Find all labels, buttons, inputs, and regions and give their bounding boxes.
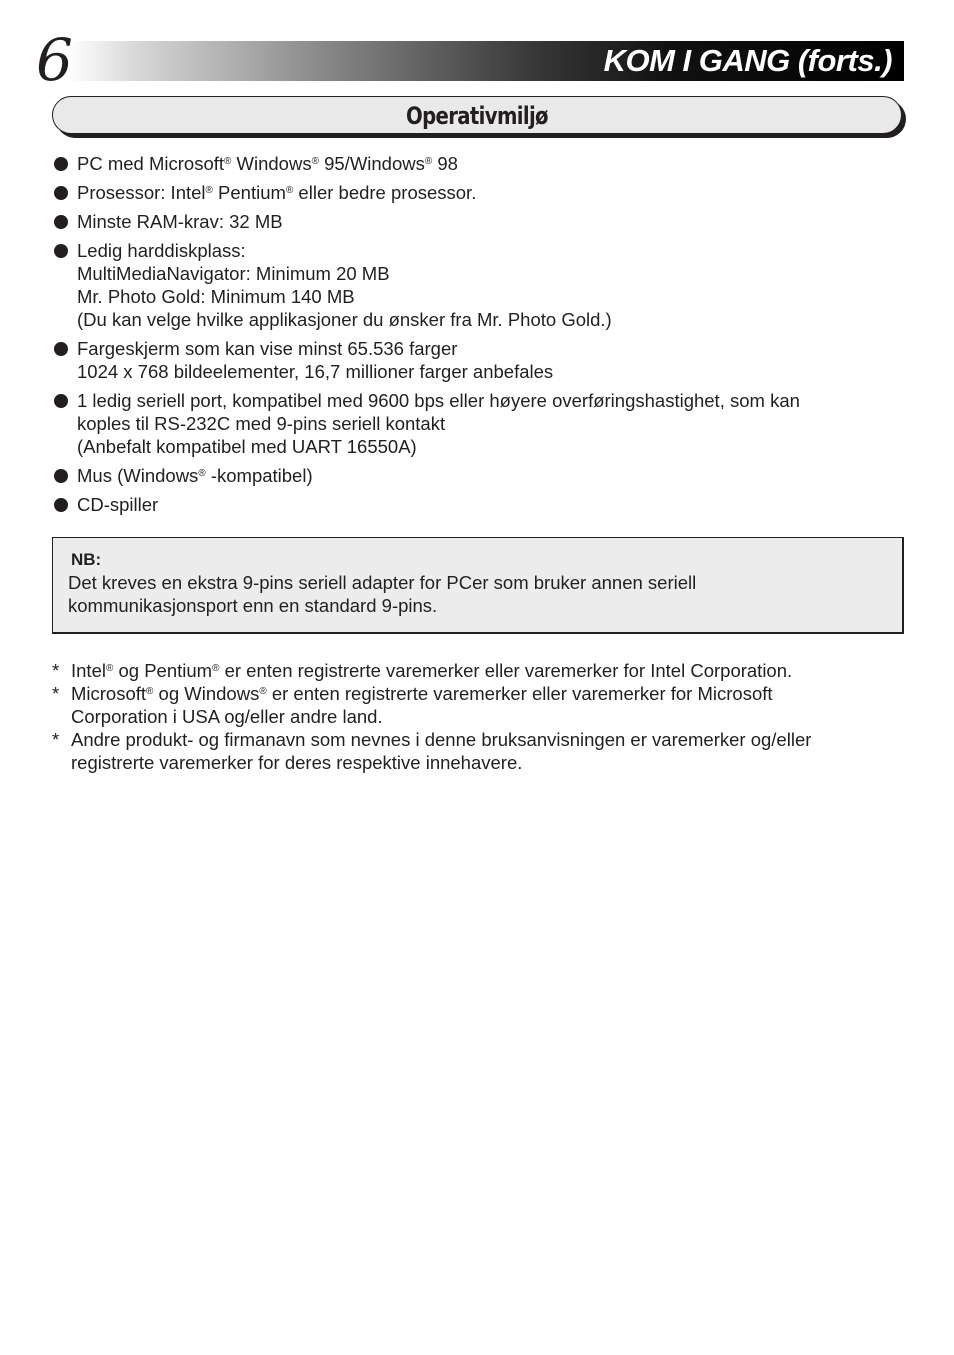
bullet-icon <box>54 394 68 408</box>
requirements-list <box>54 152 924 522</box>
list-item <box>54 389 924 458</box>
text-line: MultiMediaNavigator: Minimum 20 MB <box>77 263 390 284</box>
text-line: Fargeskjerm som kan vise minst 65.536 farger <box>77 338 458 359</box>
note-label: NB: <box>71 550 102 569</box>
registered-mark: ® <box>224 156 232 167</box>
text-line: (Anbefalt kompatibel med UART 16550A) <box>77 436 417 457</box>
text-line: Mr. Photo Gold: Minimum 140 MB <box>77 286 355 307</box>
text-line: (Du kan velge hvilke applikasjoner du ønsker fra Mr. Photo Gold.) <box>77 309 612 330</box>
text-line: Microsoft® og Windows® er enten registrerte varemerker eller varemerker for Microsoft <box>71 683 773 704</box>
list-item <box>54 493 924 516</box>
bullet-icon <box>54 342 68 356</box>
registered-mark: ® <box>311 156 319 167</box>
text-line: Andre produkt- og firmanavn som nevnes i denne bruksanvisningen er varemerker og/eller <box>71 729 812 750</box>
bullet-icon <box>54 469 68 483</box>
list-item <box>54 337 924 383</box>
page-title: KOM I GANG (forts.) <box>603 43 892 78</box>
bullet-icon <box>54 157 68 171</box>
section-title: Operativmiljø <box>406 102 548 130</box>
list-item <box>54 464 924 487</box>
bullet-icon <box>54 244 68 258</box>
list-item <box>54 239 924 331</box>
note-line: Det kreves en ekstra 9-pins seriell adapter for PCer som bruker annen seriell <box>68 572 697 593</box>
section-header <box>52 96 902 134</box>
text-line: 1 ledig seriell port, kompatibel med 9600 bps eller høyere overføringshastighet, som kan <box>77 390 800 411</box>
footnote <box>52 682 922 728</box>
registered-mark: ® <box>146 686 154 697</box>
text-line: Minste RAM-krav: 32 MB <box>77 211 283 232</box>
text-line: registrerte varemerker for deres respektive innehavere. <box>71 752 523 773</box>
note-line: kommunikasjonsport enn en standard 9-pins. <box>68 595 438 616</box>
list-item <box>54 181 924 204</box>
registered-mark: ® <box>259 686 267 697</box>
registered-mark: ® <box>205 185 213 196</box>
registered-mark: ® <box>105 663 114 674</box>
registered-mark: ® <box>198 468 206 479</box>
registered-mark: ® <box>212 663 220 674</box>
list-item <box>54 210 924 233</box>
text-line: Mus (Windows® -kompatibel) <box>77 465 313 486</box>
footnote <box>52 728 922 774</box>
text-line: Ledig harddiskplass: <box>77 240 246 261</box>
list-item <box>54 152 924 175</box>
page-number: 6 <box>36 26 73 94</box>
note-box <box>52 537 904 634</box>
bullet-icon <box>54 498 68 512</box>
text-line: Intel® og Pentium® er enten registrerte varemerker eller varemerker for Intel Corporation. <box>71 660 793 681</box>
text-line: koples til RS-232C med 9-pins seriell kontakt <box>77 413 446 434</box>
text-line: PC med Microsoft® Windows® 95/Windows® 98 <box>77 153 458 174</box>
bullet-icon <box>54 215 68 229</box>
text-line: CD-spiller <box>77 494 159 515</box>
text-line: Prosessor: Intel® Pentium® eller bedre prosessor. <box>77 182 477 203</box>
footnote-marker: * <box>52 660 60 681</box>
registered-mark: ® <box>424 156 433 167</box>
text-line: Corporation i USA og/eller andre land. <box>71 706 383 727</box>
footnote-marker: * <box>52 729 60 750</box>
text-line: 1024 x 768 bildeelementer, 16,7 millioner farger anbefales <box>77 361 554 382</box>
footnotes-list <box>52 659 922 774</box>
registered-mark: ® <box>285 185 294 196</box>
footnote <box>52 659 922 682</box>
bullet-icon <box>54 186 68 200</box>
footnote-marker: * <box>52 683 60 704</box>
